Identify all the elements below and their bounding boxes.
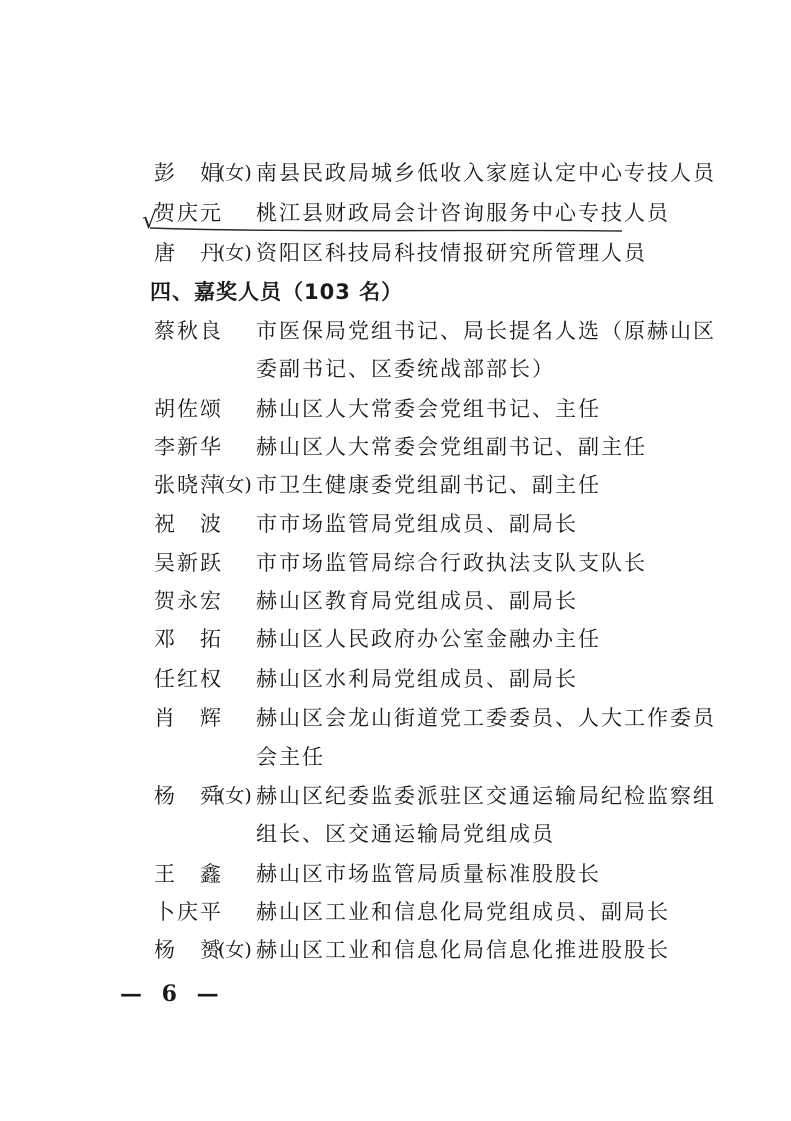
list-item-continuation bbox=[0, 351, 791, 387]
list-item bbox=[0, 778, 791, 814]
list-item-continuation bbox=[0, 816, 791, 852]
person-name: 卜庆平 bbox=[154, 900, 223, 924]
person-name: 肖 辉 bbox=[154, 706, 223, 730]
person-title: 资阳区科技局科技情报研究所管理人员 bbox=[256, 241, 647, 265]
person-name: 唐 丹 bbox=[154, 241, 223, 265]
person-title: 赫山区人民政府办公室金融办主任 bbox=[256, 627, 601, 651]
gender-mark: (女) bbox=[218, 242, 252, 264]
list-item bbox=[0, 545, 791, 581]
list-item bbox=[0, 391, 791, 427]
person-title: 赫山区会龙山街道党工委委员、人大工作委员 bbox=[256, 706, 716, 730]
person-title: 赫山区市场监管局质量标准股股长 bbox=[256, 862, 601, 886]
person-title: 赫山区工业和信息化局信息化推进股股长 bbox=[256, 938, 670, 962]
list-item bbox=[0, 313, 791, 349]
list-item bbox=[0, 429, 791, 465]
gender-mark: (女) bbox=[218, 474, 252, 496]
list-item bbox=[0, 856, 791, 892]
person-name: 王 鑫 bbox=[154, 862, 223, 886]
person-name: 胡佐颂 bbox=[154, 397, 223, 421]
person-name: 彭 娟 bbox=[154, 161, 223, 185]
gender-mark: (女) bbox=[218, 785, 252, 807]
person-title: 桃江县财政局会计咨询服务中心专技人员 bbox=[256, 201, 670, 225]
person-name: 李新华 bbox=[154, 435, 223, 459]
list-item bbox=[0, 467, 791, 503]
page-number: — 6 — bbox=[120, 981, 225, 1007]
list-item bbox=[0, 661, 791, 697]
person-name: 邓 拓 bbox=[154, 627, 223, 651]
person-title: 南县民政局城乡低收入家庭认定中心专技人员 bbox=[256, 161, 716, 185]
person-title: 市市场监管局综合行政执法支队支队长 bbox=[256, 551, 647, 575]
list-item bbox=[0, 155, 791, 191]
list-item bbox=[0, 894, 791, 930]
list-item bbox=[0, 700, 791, 736]
gender-mark: (女) bbox=[218, 162, 252, 184]
gender-mark: (女) bbox=[218, 939, 252, 961]
list-item bbox=[0, 195, 791, 231]
list-item bbox=[0, 583, 791, 619]
list-item bbox=[0, 235, 791, 271]
person-title: 市卫生健康委党组副书记、副主任 bbox=[256, 473, 601, 497]
person-title-continued: 委副书记、区委统战部部长） bbox=[256, 357, 555, 381]
person-title: 赫山区纪委监委派驻区交通运输局纪检监察组 bbox=[256, 784, 716, 808]
person-title-continued: 组长、区交通运输局党组成员 bbox=[256, 822, 555, 846]
person-title: 赫山区人大常委会党组书记、主任 bbox=[256, 397, 601, 421]
section-heading: 四、嘉奖人员（103 名） bbox=[150, 280, 404, 304]
person-name: 杨 赟 bbox=[154, 938, 223, 962]
list-item bbox=[0, 621, 791, 657]
person-name: 贺庆元 bbox=[154, 201, 223, 225]
person-name: 祝 波 bbox=[154, 512, 223, 536]
list-item bbox=[0, 932, 791, 968]
person-title: 市市场监管局党组成员、副局长 bbox=[256, 512, 578, 536]
person-name: 贺永宏 bbox=[154, 589, 223, 613]
list-item-continuation bbox=[0, 739, 791, 775]
person-title: 赫山区教育局党组成员、副局长 bbox=[256, 589, 578, 613]
person-name: 张晓萍 bbox=[154, 473, 223, 497]
handwritten-check-mark: √ bbox=[142, 206, 158, 234]
person-title-continued: 会主任 bbox=[256, 745, 325, 769]
person-name: 杨 舜 bbox=[154, 784, 223, 808]
person-title: 赫山区水利局党组成员、副局长 bbox=[256, 667, 578, 691]
person-name: 吴新跃 bbox=[154, 551, 223, 575]
person-title: 赫山区工业和信息化局党组成员、副局长 bbox=[256, 900, 670, 924]
person-title: 赫山区人大常委会党组副书记、副主任 bbox=[256, 435, 647, 459]
person-name: 蔡秋良 bbox=[154, 319, 223, 343]
person-name: 任红权 bbox=[154, 667, 223, 691]
list-item bbox=[0, 506, 791, 542]
person-title: 市医保局党组书记、局长提名人选（原赫山区 bbox=[256, 319, 716, 343]
